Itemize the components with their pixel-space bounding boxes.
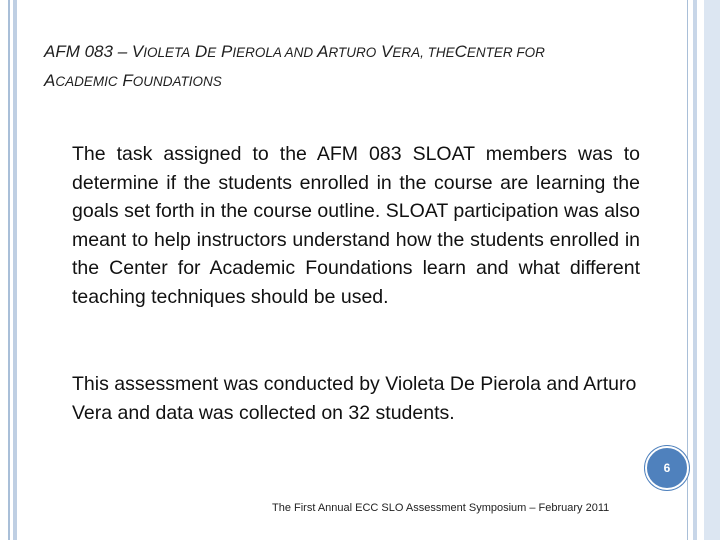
body-paragraph-2: This assessment was conducted by Violeta De Pierola and Arturo Vera and data was collected on 32 students. [72,373,637,424]
body-paragraph-1: The task assigned to the AFM 083 SLOAT members was to determine if the students enrolled in the course are learning the goals set forth in the course outline. SLOAT participation was also meant to help instructors understand how the students enrolled in the Center for Academic Foundations learn and what different teaching techniques should be used. [72,143,640,308]
page-number-badge [645,446,689,490]
page-number: 6 [663,461,671,475]
frame-line-right-mid [693,0,697,540]
slide-title: AFM 083 – VIOLETA DE PIEROLA AND ARTURO VERA, THECENTER FOR ACADEMIC FOUNDATIONS [44,42,545,90]
frame-line-left-outer [8,0,10,540]
frame-band-right [704,0,720,540]
slide-footer: The First Annual ECC SLO Assessment Symposium – February 2011 [272,502,610,514]
frame-line-left-inner [13,0,17,540]
